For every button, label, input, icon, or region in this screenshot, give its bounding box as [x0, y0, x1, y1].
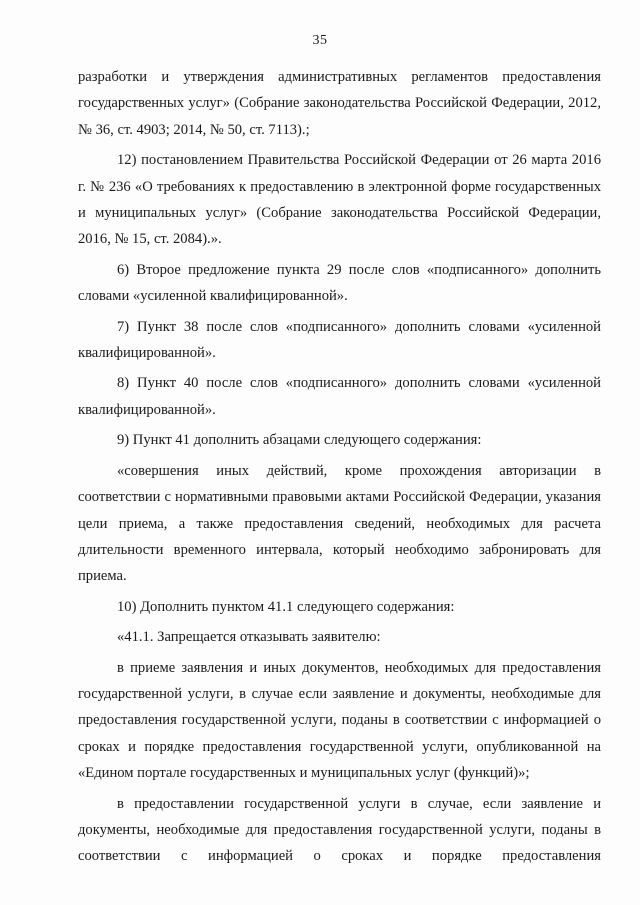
paragraph-item-10: 10) Дополнить пунктом 41.1 следующего содержания: — [117, 598, 455, 615]
paragraph-item-12: 12) постановлением Правительства Российской Федерации от 26 марта 2016 г. № 236 «О требованиях к предоставлению в электронной форме государственных и муниципальных услуг» (Собрание законодательства Российской Федерации, 2016, № 15, ст. 2084).». — [78, 152, 601, 248]
paragraph-item-6: 6) Второе предложение пункта 29 после слов «подписанного» дополнить словами «усиленной квалифицированной». — [78, 261, 601, 305]
paragraph-refusal-reception: в приеме заявления и иных документов, необходимых для предоставления государственной услуги, в случае если заявление и документы, необходимые для предоставления государственной услуги, поданы в соответствии с информацией о сроках и порядке предоставления государственной услуги, опубликованной на «Едином портале государственных и муниципальных услуг (функций)»; — [78, 659, 601, 782]
page-number: 35 — [312, 33, 328, 48]
paragraph-quote-actions: «совершения иных действий, кроме прохождения авторизации в соответствии с нормативными правовыми актами Российской Федерации, указания цели приема, а также предоставления сведений, необходимых для расчета длительности временного интервала, который необходимо забронировать для приема. — [78, 462, 601, 585]
paragraph-item-7: 7) Пункт 38 после слов «подписанного» дополнить словами «усиленной квалифицированной». — [78, 318, 601, 362]
document-body — [78, 64, 601, 870]
paragraph-clause-41-1: «41.1. Запрещается отказывать заявителю: — [117, 629, 381, 646]
paragraph-item-9: 9) Пункт 41 дополнить абзацами следующего содержания: — [117, 432, 482, 449]
paragraph-item-8: 8) Пункт 40 после слов «подписанного» дополнить словами «усиленной квалифицированной». — [78, 375, 601, 418]
paragraph-continuation: разработки и утверждения административных регламентов предоставления государственных услуг» (Собрание законодательства Российской Федерации, 2012, № 36, ст. 4903; 2014, № 50, ст. 7113).; — [78, 69, 601, 138]
paragraph-refusal-service: в предоставлении государственной услуги в случае, если заявление и документы, необходимые для предоставления государственной услуги, поданы в соответствии с информацией о сроках и порядке предоставления — [78, 795, 601, 865]
